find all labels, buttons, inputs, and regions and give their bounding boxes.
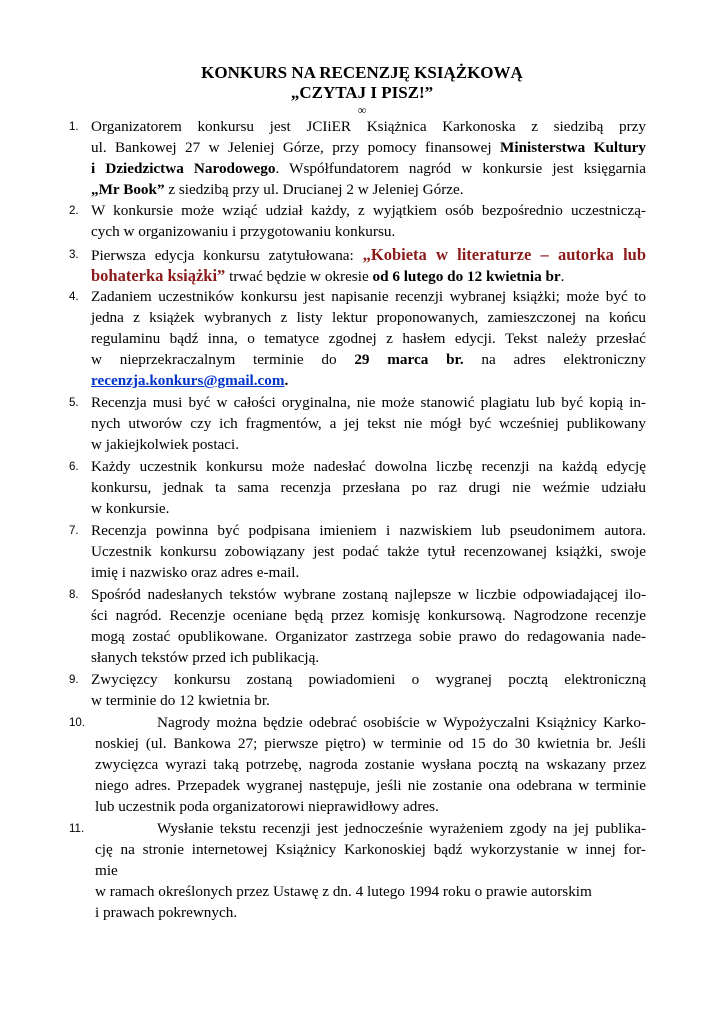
item-11-line-3: mie (95, 862, 118, 879)
item-5-line-1: Recenzja musi być w całości oryginalna, nie może stanowić plagiatu lub być kopią in- (91, 394, 646, 411)
item-number-10: 10. (69, 717, 85, 729)
contact-email-link[interactable]: recenzja.konkurs@gmail.com (91, 372, 285, 389)
item-4-text: . (284, 372, 289, 389)
item-1-line-3 (91, 158, 646, 179)
item-1-line-4 (91, 179, 646, 200)
item-4-line-1: Zadaniem uczestników konkursu jest napisanie recenzji wybranej książki; może być to (91, 288, 646, 305)
item-4-line-5 (91, 370, 646, 391)
item-7-line-3: imię i nazwisko oraz adres e-mail. (91, 564, 300, 581)
item-4-text: na adres elektroniczny (463, 351, 646, 368)
item-10-line-1: Nagrody można będzie odebrać osobiście w Wypożyczalni Książnicy Karko- (157, 714, 646, 731)
item-number-2: 2. (69, 205, 79, 217)
item-11-line-1: Wysłanie tekstu recenzji jest jednocześnie wyrażeniem zgody na jej publika- (157, 820, 646, 837)
item-2-line-1: W konkursie może wziąć udział każdy, z wyjątkiem osób bezpośrednio uczestniczą- (91, 202, 646, 219)
item-11-line-5: i prawach pokrewnych. (95, 904, 238, 921)
item-8-line-1: Spośród nadesłanych tekstów wybrane zostaną najlepsze w liczbie odpowiadającej ilo- (91, 586, 646, 603)
item-1-text: . Współfundatorem nagród w konkursie jest księgarnia (275, 160, 646, 177)
edition-dates: od 6 lutego do 12 kwietnia br (372, 268, 561, 285)
item-5-line-2: nych utworów czy ich fragmentów, a jej tekst nie mógł być wcześniej publikowany (91, 415, 646, 432)
item-8-line-4: słanych tekstów przed ich publikacją. (91, 649, 320, 666)
item-3-text: . (560, 268, 565, 285)
item-6-line-1: Każdy uczestnik konkursu może nadesłać dowolna liczbę recenzji na każdą edycję (91, 458, 646, 475)
item-number-8: 8. (69, 589, 79, 601)
item-number-1: 1. (69, 121, 79, 133)
edition-title-part1: „Kobieta w literaturze – autorka lub (362, 245, 647, 264)
item-7-line-2: Uczestnik konkursu zobowiązany jest podać także tytuł recenzowanej książki, swoje (91, 543, 646, 560)
item-4-line-4 (91, 349, 646, 370)
item-number-11: 11. (69, 823, 85, 835)
item-6-line-3: w konkursie. (91, 500, 170, 517)
infinity-symbol: ∞ (357, 103, 367, 117)
item-8-line-2: ści nagród. Recenzje oceniane będą przez komisję konkursową. Nagrodzone recenzje (91, 607, 646, 624)
item-10-line-2: noskiej (ul. Bankowa 27; pierwsze piętro) w terminie od 15 do 30 kwietnia br. Jeśli (95, 735, 646, 752)
ministry-name-part2: i Dziedzictwa Narodowego (91, 160, 276, 177)
item-8-line-3: mogą zostać opublikowane. Organizator zastrzega sobie prawo do redagowania nade- (91, 628, 646, 645)
item-7-line-1: Recenzja powinna być podpisana imieniem i nazwiskiem lub pseudonimem autora. (91, 522, 646, 539)
item-6-line-2: konkursu, jednak ta sama recenzja przesłana po raz drugi nie weźmie udziału (91, 479, 646, 496)
item-number-9: 9. (69, 674, 79, 686)
bookstore-name: „Mr Book” (91, 181, 165, 198)
item-11-line-2: cję na stronie internetowej Książnicy Karkonoskiej bądź wykorzystanie w innej for- (95, 841, 646, 858)
item-number-5: 5. (69, 397, 79, 409)
item-3-line-2 (91, 265, 646, 287)
doc-title-line1: KONKURS NA RECENZJĘ KSIĄŻKOWĄ (201, 63, 523, 82)
item-number-3: 3. (69, 249, 79, 261)
item-5-line-3: w jakiejkolwiek postaci. (91, 436, 240, 453)
item-11-line-4: w ramach określonych przez Ustawę z dn. 4 lutego 1994 roku o prawie autorskim (95, 883, 592, 900)
item-10-line-5: lub uczestnik poda organizatorowi nieprawidłowy adres. (95, 798, 439, 815)
item-4-line-3: regulaminu bądź inna, o tematyce zgodnej z hasłem edycji. Tekst należy przesłać (91, 330, 646, 347)
item-9-line-1: Zwycięzcy konkursu zostaną powiadomieni o wygranej pocztą elektroniczną (91, 671, 646, 688)
doc-title-line2: „CZYTAJ I PISZ!” (290, 83, 434, 102)
item-number-7: 7. (69, 525, 79, 537)
item-4-text: w nieprzekraczalnym terminie do (91, 351, 355, 368)
item-3-text: trwać będzie w okresie (225, 268, 373, 285)
item-1-text: ul. Bankowej 27 w Jeleniej Górze, przy pomocy finansowej (91, 139, 501, 156)
item-9-line-2: w terminie do 12 kwietnia br. (91, 692, 270, 709)
item-1-text: z siedzibą przy ul. Drucianej 2 w Jeleniej Górze. (164, 181, 464, 198)
item-number-4: 4. (69, 291, 79, 303)
item-4-line-2: jedna z książek wybranych z listy lektur proponowanych, zamieszczonej na końcu (91, 309, 646, 326)
edition-title-part2: bohaterka książki” (91, 266, 226, 285)
item-10-line-4: niego adres. Przepadek wygranej następuje, jeśli nie zostanie ona odebrana w terminie (95, 777, 646, 794)
item-3-text: Pierwsza edycja konkursu zatytułowana: (91, 247, 363, 264)
item-1-line-1: Organizatorem konkursu jest JCIiER Książnica Karkonoska z siedzibą przy (91, 118, 646, 135)
item-number-6: 6. (69, 461, 79, 473)
deadline-date: 29 marca br. (354, 351, 464, 368)
item-2-line-2: cych w organizowaniu i przygotowaniu konkursu. (91, 223, 396, 240)
ministry-name-part1: Ministerstwa Kultury (500, 139, 646, 156)
item-1-line-2 (91, 137, 646, 158)
item-10-line-3: zwycięzca wyrazi taką potrzebę, nagroda zostanie wysłana pocztą na wskazany przez (95, 756, 646, 773)
item-3-line-1 (91, 244, 646, 266)
